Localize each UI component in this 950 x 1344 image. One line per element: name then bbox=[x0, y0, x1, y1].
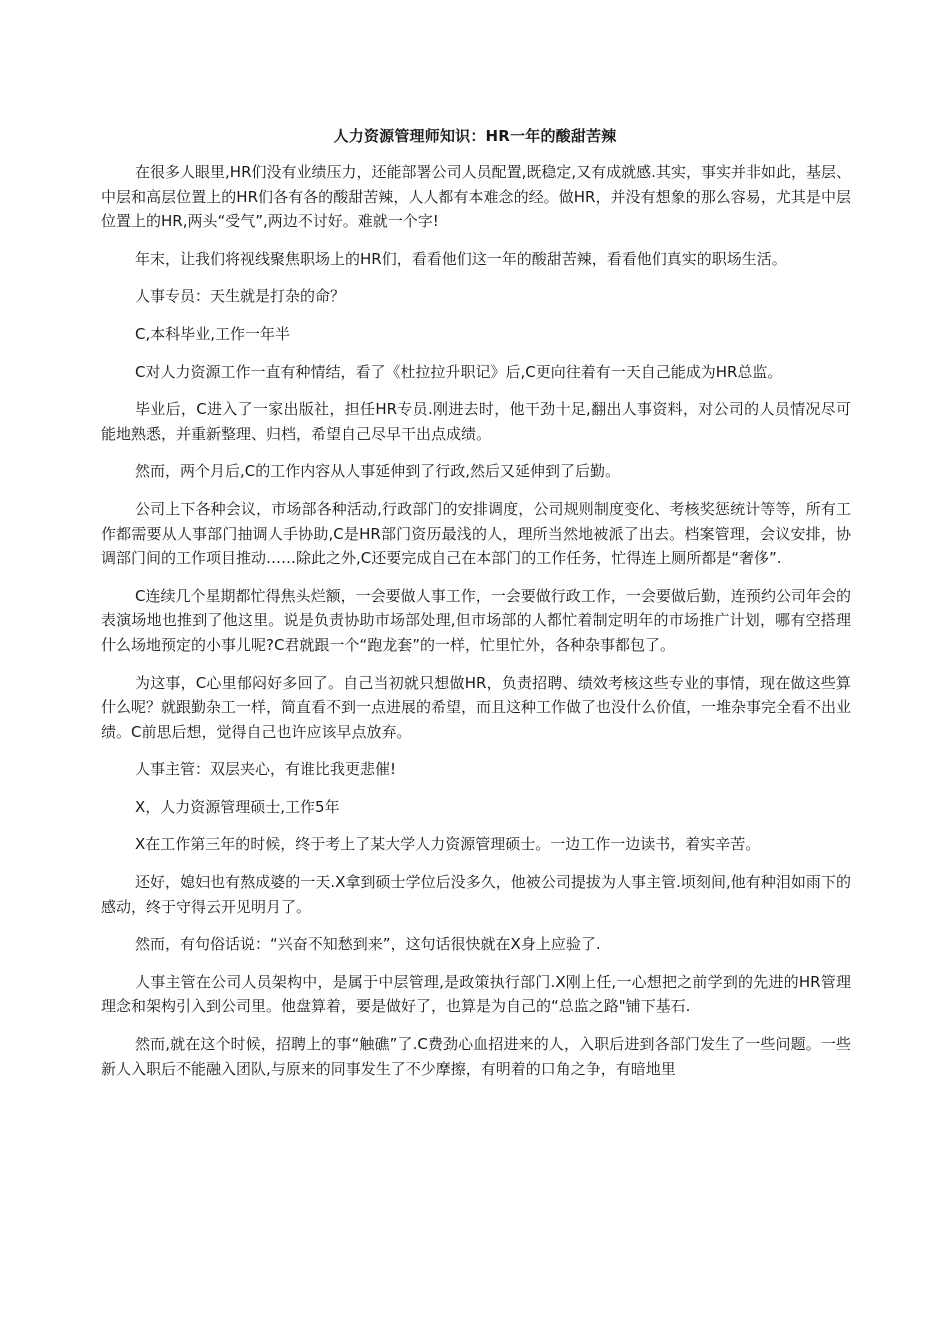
document-body bbox=[101, 160, 851, 1094]
profile-line: C,本科毕业,工作一年半 bbox=[135, 324, 291, 343]
paragraph: 在很多人眼里,HR们没有业绩压力，还能部署公司人员配置,既稳定,又有成就感.其实，事实并非如此，基层、中层和高层位置上的HR们各有各的酸甜苦辣，人人都有本难念的经。做HR，并没有想象的那么容易，尤其是中层位置上的HR,两头“受气”,两边不讨好。难就一个字! bbox=[101, 163, 851, 231]
paragraph: 还好，媳妇也有熬成婆的一天.X拿到硕士学位后没多久，他被公司提拔为人事主管.顷刻间,他有种泪如雨下的感动，终于守得云开见明月了。 bbox=[101, 873, 851, 916]
section-heading: 人事专员：天生就是打杂的命？ bbox=[135, 287, 346, 306]
paragraph: 然而，两个月后,C的工作内容从人事延伸到了行政,然后又延伸到了后勤。 bbox=[135, 462, 621, 481]
paragraph: C连续几个星期都忙得焦头烂额，一会要做人事工作，一会要做行政工作，一会要做后勤，连预约公司年会的表演场地也推到了他这里。说是负责协助市场部处理,但市场部的人都忙着制定明年的市场推广计划，哪有空搭理什么场地预定的小事儿呢?C君就跟一个“跑龙套”的一样，忙里忙外，各种杂事都包了。 bbox=[101, 586, 851, 654]
paragraph: 人事主管在公司人员架构中，是属于中层管理,是政策执行部门.X刚上任,一心想把之前学到的先进的HR管理理念和架构引入到公司里。他盘算着，要是做好了，也算是为自己的“总监之路"铺下基石. bbox=[101, 972, 851, 1016]
section-heading: 人事主管：双层夹心，有谁比我更悲催! bbox=[135, 760, 397, 779]
paragraph: 公司上下各种会议，市场部各种活动,行政部门的安排调度，公司规则制度变化、考核奖惩统计等等，所有工作都需要从人事部门抽调人手协助,C是HR部门资历最浅的人，理所当然地被派了出去。档案管理，会议安排，协调部门间的工作项目推动……除此之外,C还要完成自己在本部门的工作任务，忙得连上厕所都是“奢侈”. bbox=[101, 499, 851, 568]
paragraph: C对人力资源工作一直有种情结，看了《杜拉拉升职记》后,C更向往着有一天自己能成为HR总监。 bbox=[135, 362, 783, 381]
paragraph: 年末，让我们将视线聚焦职场上的HR们，看看他们这一年的酸甜苦辣，看看他们真实的职场生活。 bbox=[135, 249, 787, 268]
paragraph: X在工作第三年的时候，终于考上了某大学人力资源管理硕士。一边工作一边读书，着实辛苦。 bbox=[135, 835, 761, 854]
paragraph: 为这事，C心里郁闷好多回了。自己当初就只想做HR，负责招聘、绩效考核这些专业的事情，现在做这些算什么呢？就跟勤杂工一样，简直看不到一点进展的希望，而且这种工作做了也没什么价值，一堆杂事完全看不出业绩。C前思后想，觉得自己也许应该早点放弃。 bbox=[101, 673, 852, 741]
document-title: 人力资源管理师知识：HR一年的酸甜苦辣 bbox=[333, 127, 617, 145]
paragraph: 然而,就在这个时候，招聘上的事“触礁”了.C费劲心血招进来的人，入职后进到各部门发生了一些问题。一些新人入职后不能融入团队,与原来的同事发生了不少摩擦，有明着的口角之争，有暗地里 bbox=[101, 1035, 851, 1078]
paragraph: 毕业后，C进入了一家出版社，担任HR专员.刚进去时，他干劲十足,翻出人事资料，对公司的人员情况尽可能地熟悉，并重新整理、归档，希望自己尽早干出点成绩。 bbox=[101, 400, 851, 443]
profile-line: X，人力资源管理硕士,工作5年 bbox=[135, 797, 340, 816]
paragraph: 然而，有句俗话说：“兴奋不知愁到来”，这句话很快就在X身上应验了. bbox=[135, 935, 601, 954]
